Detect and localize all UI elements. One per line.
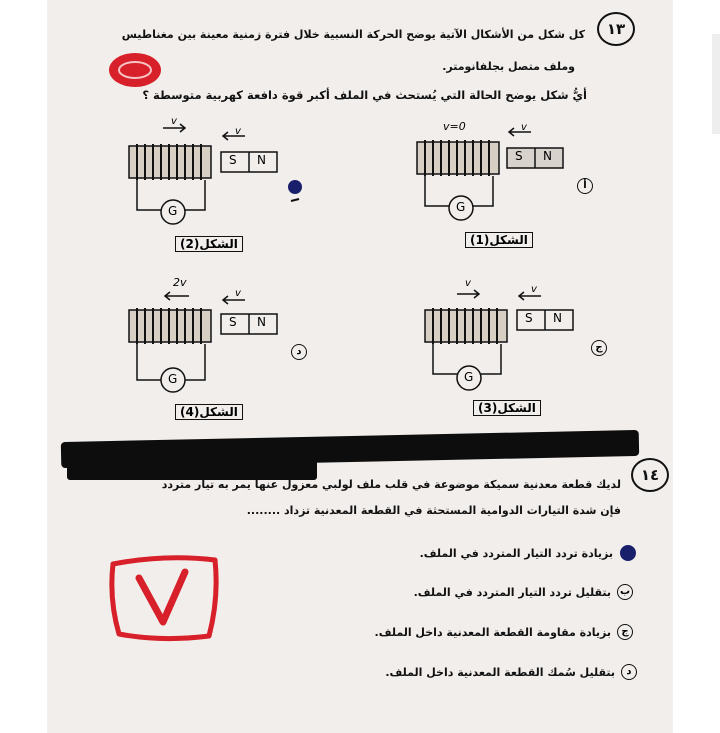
- option-c[interactable]: [375, 624, 633, 640]
- option-a-text: بزيادة تردد التيار المتردد في الملف.: [419, 546, 613, 560]
- figure-2-coil-speed: v: [171, 116, 177, 127]
- figure-1-label: الشكل(1): [465, 232, 533, 248]
- figure-3-magnet-speed: v: [531, 284, 537, 295]
- figure-4-magnet-s: S: [229, 315, 237, 329]
- filled-answer-bubble: [619, 544, 637, 562]
- option-b-mark: ب: [617, 584, 633, 600]
- black-divider-band-lower: [67, 452, 317, 480]
- figure-2-magnet-speed: v: [235, 126, 241, 137]
- figure-4-label: الشكل(4): [175, 404, 243, 420]
- question-13-line-1: كل شكل من الأشكال الآتية يوضح الحركة النسبية خلال فترة زمنية معينة بين مغناطيس: [121, 28, 585, 41]
- option-b[interactable]: [414, 584, 633, 600]
- option-c-mark: ج: [617, 624, 633, 640]
- figure-4: [125, 276, 305, 425]
- exam-sheet: [47, 0, 673, 733]
- figure-1-magnet-speed: v: [521, 122, 527, 133]
- question-13-line-2: وملف متصل بجلفانومتر.: [442, 60, 575, 73]
- figure-4-magnet-speed: v: [235, 288, 241, 299]
- figure-1-galvanometer: G: [456, 200, 466, 214]
- option-d[interactable]: [385, 664, 637, 680]
- figure-3-coil-speed: v: [465, 278, 471, 289]
- figure-2-magnet-s: S: [229, 153, 237, 167]
- figure-4-option-mark: د: [291, 344, 307, 360]
- question-14-line-1: لديك قطعة معدنية سميكة موضوعة في قلب ملف لولبي معزول عنها يمر به تيار متردد: [161, 478, 621, 491]
- option-c-text: بزيادة مقاومة القطعة المعدنية داخل الملف.: [374, 625, 611, 639]
- figure-2-label: الشكل(2): [175, 236, 243, 252]
- background-edge: [712, 34, 720, 134]
- figure-3-galvanometer: G: [464, 370, 474, 384]
- option-d-mark: د: [621, 664, 637, 680]
- figure-4-galvanometer: G: [168, 372, 178, 386]
- question-13-number: ١٣: [597, 12, 635, 46]
- red-marker-scribble: [105, 48, 165, 92]
- option-b-text: بتقليل تردد التيار المتردد في الملف.: [413, 585, 611, 599]
- question-13-prompt: أيُّ شكل يوضح الحالة التي يُستحث في الملف أكبر قوة دافعة كهربية متوسطة ؟: [142, 88, 587, 102]
- figure-1: [413, 118, 593, 258]
- figure-4-coil-speed: 2v: [173, 276, 187, 289]
- question-14-line-2: فإن شدة التيارات الدوامية المستحثة في القطعة المعدنية تزداد ........: [246, 504, 621, 517]
- figure-1-option-mark: أ: [577, 178, 593, 194]
- figure-2-galvanometer: G: [168, 204, 178, 218]
- option-d-text: بتقليل سُمك القطعة المعدنية داخل الملف.: [385, 665, 615, 679]
- figure-3-option-mark: ج: [591, 340, 607, 356]
- option-a[interactable]: [420, 544, 637, 562]
- figure-3-magnet-n: N: [553, 311, 562, 325]
- figure-1-coil-speed: v=0: [443, 120, 466, 133]
- figure-3-magnet-s: S: [525, 311, 533, 325]
- figure-1-magnet-n: N: [543, 149, 552, 163]
- figure-3: [421, 280, 601, 425]
- question-14-number: ١٤: [631, 458, 669, 492]
- figure-3-label: الشكل(3): [473, 400, 541, 416]
- figure-2-magnet-n: N: [257, 153, 266, 167]
- figure-1-magnet-s: S: [515, 149, 523, 163]
- figure-2: [125, 116, 305, 262]
- red-grade-checkmark: [105, 552, 225, 644]
- figure-4-magnet-n: N: [257, 315, 266, 329]
